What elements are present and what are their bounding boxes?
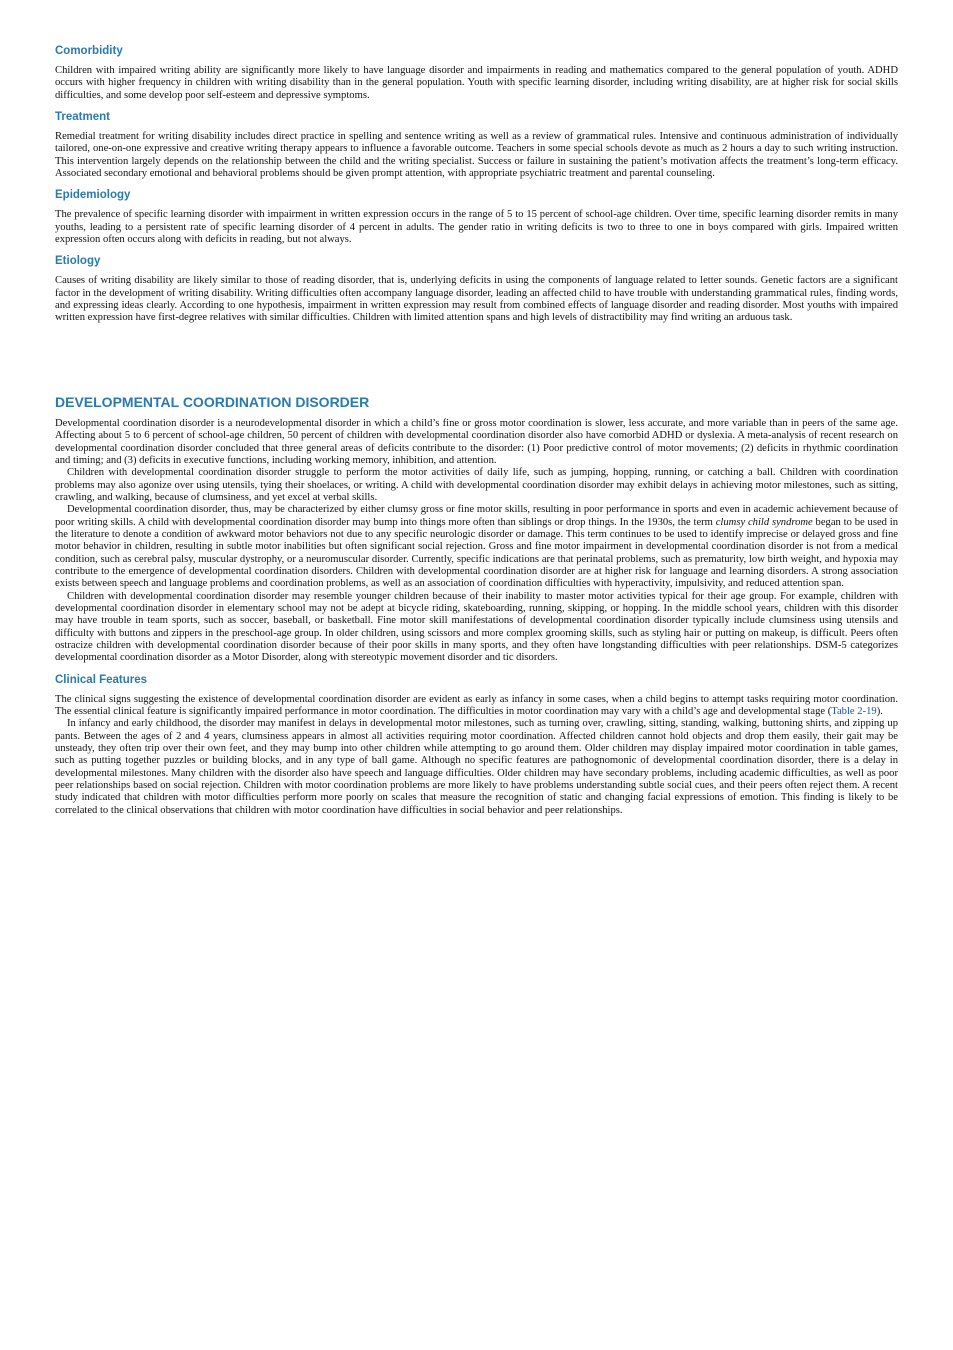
table-2-19-link[interactable]: Table 2-19 [831,706,877,718]
heading-clinical-features: Clinical Features [55,673,148,686]
section-spacer [55,325,898,393]
etiology-paragraph: Causes of writing disability are likely similar to those of reading disorder, that is, underlying deficits in using the components of language related to letter sounds. Genetic factors are a significant factor in the development of writing disability. Writing difficulties often accompany language disorder, leading an affected child to have trouble with understanding grammatical rules, finding words, and expressing ideas clearly. According to one hypothesis, impairment in written expression may result from combined effects of language disorder and reading disorder. Most youths with impaired written expression have first-degree relatives with similar difficulties. Children with limited attention spans and high levels of distractibility may find writing an arduous task. [55,275,898,324]
clumsy-child-syndrome-term: clumsy child syndrome [715,516,813,528]
heading-epidemiology: Epidemiology [55,189,131,202]
heading-treatment: Treatment [55,111,110,124]
dcd-paragraph-2: Children with developmental coordination disorder struggle to perform the motor activities of daily life, such as jumping, hopping, running, or catching a ball. Children with coordination problems may also agonize over using utensils, tying their shoelaces, or writing. A child with developmental coordination disorder may exhibit delays in achieving motor milestones, such as sitting, crawling, and walking, because of clumsiness, and yet excel at verbal skills. [55,467,898,503]
heading-comorbidity: Comorbidity [55,45,123,57]
clinical-paragraph-1-start: The clinical signs suggesting the existence of developmental coordination disorder are evident as early as infancy in some cases, when a child begins to attempt tasks requiring motor coordination. The essential clinical feature is significantly impaired performance in motor coordination. The difficulties in motor coordination may vary with a child’s age and developmental stage ( [55,693,898,718]
clinical-paragraph-2: In infancy and early childhood, the disorder may manifest in delays in developmental motor milestones, such as turning over, crawling, sitting, standing, walking, buttoning shirts, and zipping up pants. Between the ages of 2 and 4 years, clumsiness appears in almost all activities requiring motor coordination. Affected children cannot hold objects and drop them easily, their gait may be unsteady, they often trip over their own feet, and they may bump into other children while attempting to go around them. Older children may display impaired motor coordination in table games, such as putting together puzzles or building blocks, and in any type of ball game. Although no specific features are pathognomonic of developmental coordination disorder, there is a delay in developmental milestones. Many children with the disorder also have speech and language difficulties. Older children may have secondary problems, including academic difficulties, as well as poor peer relationships based on social rejection. Children with motor coordination problems are more likely to have problems understanding subtle social cues, and their peers often reject them. A recent study indicated that children with motor difficulties perform more poorly on scales that measure the recognition of static and changing facial expressions of emotion. This finding is likely to be correlated to the clinical observations that children with motor coordination have difficulties in social behavior and peer relationships. [55,718,898,816]
document-page [55,44,898,817]
dcd-paragraph-1: Developmental coordination disorder is a neurodevelopmental disorder in which a child’s fine or gross motor coordination is slower, less accurate, and more variable than in peers of the same age. Affecting about 5 to 6 percent of school-age children, 50 percent of children with developmental coordination disorder also have comorbid ADHD or dyslexia. A meta-analysis of recent research on developmental coordination disorder concluded that three general areas of deficits contribute to the disorder: (1) Poor predictive control of motor movements; (2) deficits in rhythmic coordination and timing; and (3) deficits in executive functions, including working memory, inhibition, and attention. [55,417,898,466]
treatment-paragraph: Remedial treatment for writing disability includes direct practice in spelling and sentence writing as well as a review of grammatical rules. Intensive and continuous administration of individually tailored, one-on-one expressive and creative writing therapy appears to influence a favorable outcome. Teachers in some special schools devote as much as 2 hours a day to such writing instruction. This intervention largely depends on the relationship between the child and the writing specialist. Success or failure in sustaining the patient’s motivation affects the treatment’s long-term efficacy. Associated secondary emotional and behavioral problems should be given prompt attention, with appropriate psychiatric treatment and parental counseling. [55,131,898,180]
dcd-paragraph-3 [55,504,898,590]
clinical-paragraph-1-end: ). [876,706,883,718]
dcd-paragraph-4: Children with developmental coordination disorder may resemble younger children because of their inability to master motor activities typical for their age group. For example, children with developmental coordination disorder in elementary school may not be adept at bicycle riding, skateboarding, running, skipping, or hopping. In the middle school years, children with this disorder may have trouble in team sports, such as soccer, baseball, or basketball. Fine motor skill manifestations of developmental coordination disorder typically include clumsiness using utensils and difficulty with buttons and zippers in the preschool-age group. In older children, using scissors and more complex grooming skills, such as styling hair or putting on makeup, is difficult. Peers often ostracize children with developmental coordination disorder because of their poor skills in many sports, and they often have longstanding difficulties with peer relationships. DSM-5 categorizes developmental coordination disorder as a Motor Disorder, along with stereotypic movement disorder and tic disorders. [55,590,898,664]
dcd-paragraph-3-end: began to be used in the literature to denote a condition of awkward motor behaviors not due to any specific neurologic disorder or damage. This term continues to be used to identify imprecise or delayed gross and fine motor behavior in children, resulting in subtle motor inabilities but often significant social rejection. Gross and fine motor impairment in developmental coordination disorder is not from a medical condition, such as cerebral palsy, muscular dystrophy, or a neuromuscular disorder. Currently, specific indications are that perinatal problems, such as prematurity, low birth weight, and hypoxia may contribute to the emergence of developmental coordination disorders. Children with developmental coordination disorder are at higher risk for language and learning disorders. A strong association exists between speech and language problems and coordination problems, as well as an association of coordination difficulties with hyperactivity, impulsivity, and reduced attention span. [55,516,898,590]
dcd-paragraph-3-start: Developmental coordination disorder, thus, may be characterized by either clumsy gross or fine motor skills, resulting in poor performance in sports and even in academic achievement because of poor writing skills. A child with developmental coordination disorder may bump into things more often than siblings or drop things. In the 1930s, the term [55,504,898,528]
heading-developmental-coordination-disorder: DEVELOPMENTAL COORDINATION DISORDER [55,393,370,410]
clinical-paragraph-1 [55,694,898,719]
epidemiology-paragraph: The prevalence of specific learning disorder with impairment in written expression occurs in the range of 5 to 15 percent of school-age children. Over time, specific learning disorder remits in many youths, leading to a persistent rate of specific learning disorder of 4 percent in adults. The gender ratio in writing deficits is two to three to one in boys compared with girls. Impaired written expression often occurs along with deficits in reading, but not always. [55,209,898,246]
heading-etiology: Etiology [55,255,101,268]
comorbidity-paragraph: Children with impaired writing ability are significantly more likely to have language disorder and impairments in reading and mathematics compared to the general population of youth. ADHD occurs with higher frequency in children with writing disability than in the general population. Youth with specific learning disorder, including writing disability, are at higher risk for social skills difficulties, and some develop poor self-esteem and depressive symptoms. [55,65,898,101]
